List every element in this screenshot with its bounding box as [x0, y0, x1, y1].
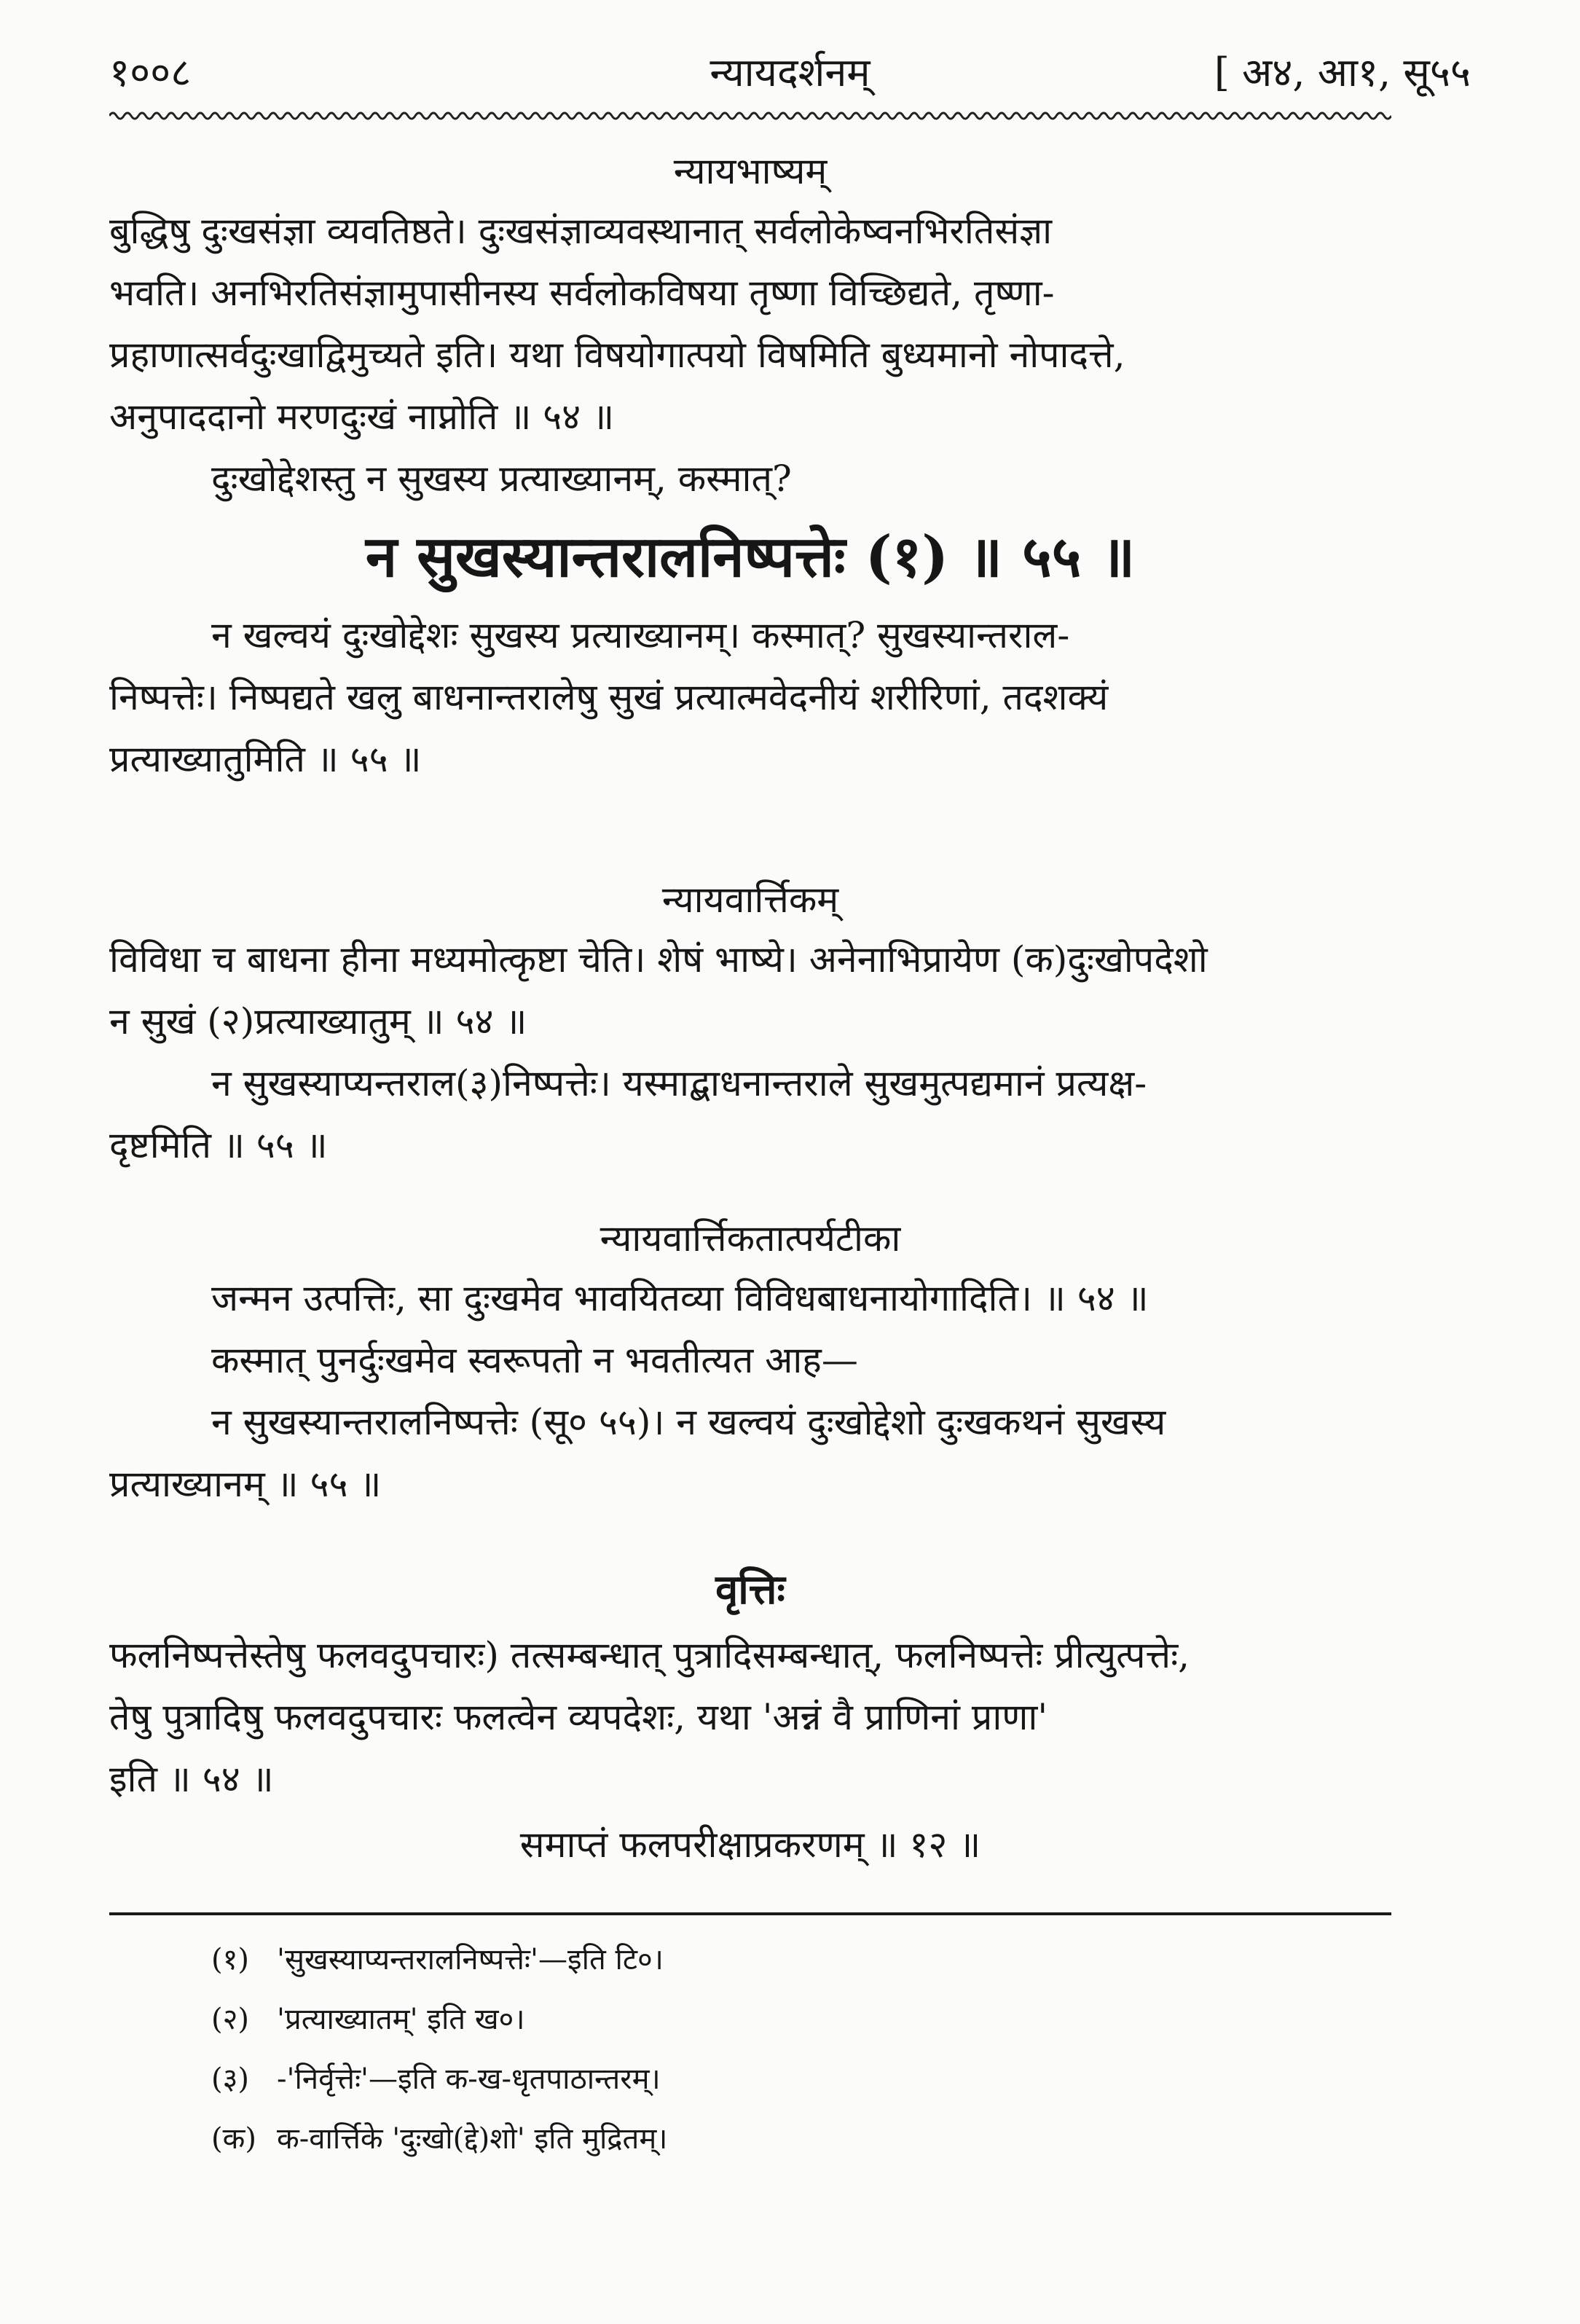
varttika-line: न सुखस्याप्यन्तराल(३)निष्पत्तेः। यस्माद्बाधनान्तराले सुखमुत्पद्यमानं प्रत्यक्ष- — [211, 1062, 1147, 1104]
footnote-mark: (३) — [211, 2062, 250, 2096]
varttika-heading: न्यायवार्त्तिकम् — [661, 879, 839, 921]
footnote — [211, 2057, 661, 2101]
footnote-text: क-वार्त्तिके 'दुःखो(द्दे)शो' इति मुद्रितम्। — [277, 2122, 668, 2156]
tika-line: कस्मात् पुनर्दुःखमेव स्वरूपतो न भवतीत्यत आह— — [211, 1339, 858, 1381]
tika-line: जन्मन उत्पत्तिः, सा दुःखमेव भावयितव्या विविधबाधनायोगादिति। ॥ ५४ ॥ — [211, 1277, 1149, 1319]
vritti-line: तेषु पुत्रादिषु फलवदुपचारः फलत्वेन व्यपदेशः, यथा 'अन्नं वै प्राणिनां प्राणा' — [109, 1696, 1048, 1738]
footnote — [211, 1938, 664, 1982]
footnote — [211, 1998, 525, 2041]
bhashya-intro: दुःखोद्देशस्तु न सुखस्य प्रत्याख्यानम्, कस्मात्? — [211, 458, 792, 500]
vritti-heading: वृत्तिः — [715, 1566, 785, 1614]
bhashya-line: प्रत्याख्यातुमिति ॥ ५५ ॥ — [109, 738, 422, 780]
book-title: न्यायदर्शनम् — [710, 50, 870, 95]
vritti-line: फलनिष्पत्तेस्तेषु फलवदुपचारः) तत्सम्बन्धात् पुत्रादिसम्बन्धात्, फलनिष्पत्तेः प्रीत्युत्पत्तेः, — [109, 1634, 1190, 1676]
vritti-line: इति ॥ ५४ ॥ — [109, 1758, 274, 1800]
varttika-line: दृष्टमिति ॥ ५५ ॥ — [109, 1124, 328, 1166]
page-header — [109, 36, 1471, 102]
bhashya-line: न खल्वयं दुःखोद्देशः सुखस्य प्रत्याख्यानम्। कस्मात्? सुखस्यान्तराल- — [211, 614, 1070, 656]
footnote-text: 'सुखस्याप्यन्तरालनिष्पत्तेः'—इति टि०। — [277, 1943, 664, 1976]
tika-section — [109, 1209, 1391, 1515]
vritti-section — [109, 1555, 1391, 1880]
tika-line: प्रत्याख्यानम् ॥ ५५ ॥ — [109, 1463, 382, 1505]
footnote-text: -'निर्वृत्तेः'—इति क-ख-धृतपाठान्तरम्। — [277, 2062, 661, 2096]
footnote-mark: (२) — [211, 2003, 250, 2036]
section-closing: समाप्तं फलपरीक्षाप्रकरणम् ॥ १२ ॥ — [519, 1824, 981, 1866]
bhashya-line: अनुपाददानो मरणदुःखं नाप्नोति ॥ ५४ ॥ — [109, 396, 615, 438]
footnote-text: 'प्रत्याख्यातम्' इति ख०। — [277, 2003, 525, 2036]
bhashya-heading: न्यायभाष्यम् — [673, 150, 828, 192]
footnote-mark: (क) — [211, 2122, 256, 2156]
bhashya-line: भवति। अनभिरतिसंज्ञामुपासीनस्य सर्वलोकविषया तृष्णा विच्छिद्यते, तृष्णा- — [109, 272, 1055, 314]
sutra-55: न सुखस्यान्तरालनिष्पत्तेः (१) ॥ ५५ ॥ — [365, 524, 1136, 590]
footnote-mark: (१) — [211, 1943, 250, 1976]
bhashya-section — [109, 142, 1391, 790]
chapter-reference: [ अ४, आ१, सू५५ — [1214, 50, 1471, 95]
varttika-section — [109, 871, 1391, 1177]
page-number: १००८ — [109, 50, 192, 95]
varttika-line: विविधा च बाधना हीना मध्यमोत्कृष्टा चेति। शेषं भाष्ये। अनेनाभिप्रायेण (क)दुःखोपदेशो — [109, 938, 1208, 981]
footnote-rule — [109, 1912, 1391, 1915]
varttika-line: न सुखं (२)प्रत्याख्यातुम् ॥ ५४ ॥ — [109, 1000, 527, 1043]
bhashya-line: बुद्धिषु दुःखसंज्ञा व्यवतिष्ठते। दुःखसंज्ञाव्यवस्थानात् सर्वलोकेष्वनभिरतिसंज्ञा — [109, 210, 1053, 252]
tika-heading: न्यायवार्त्तिकतात्पर्यटीका — [600, 1217, 901, 1260]
bhashya-line: निष्पत्तेः। निष्पद्यते खलु बाधनान्तरालेषु सुखं प्रत्यात्मवेदनीयं शरीरिणां, तदशक्यं — [109, 676, 1109, 718]
bhashya-line: प्रहाणात्सर्वदुःखाद्विमुच्यते इति। यथा विषयोगात्पयो विषमिति बुध्यमानो नोपादत्ते, — [109, 334, 1125, 376]
footnote — [211, 2117, 667, 2161]
header-wavy-rule — [109, 108, 1391, 124]
tika-line: न सुखस्यान्तरालनिष्पत्तेः (सू० ५५)। न खल्वयं दुःखोद्देशो दुःखकथनं सुखस्य — [211, 1401, 1166, 1443]
